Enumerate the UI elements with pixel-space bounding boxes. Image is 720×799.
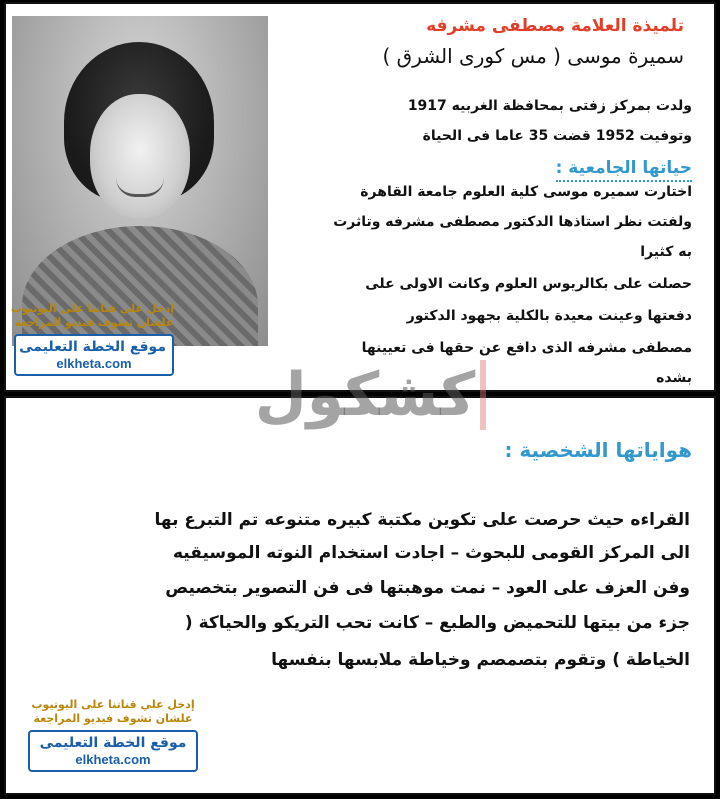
bottom-panel: [4, 396, 716, 795]
promo-site-box[interactable]: [14, 334, 174, 376]
promo-site-name: موقع الخطة التعليمى: [39, 735, 187, 751]
promo-block-top[interactable]: [10, 302, 174, 376]
promo-youtube-line2: علشان تشوف فيديو المراجعة: [33, 712, 193, 725]
university-line: دفعتها وعينت معيدة بالكلية بجهود الدكتور: [406, 308, 692, 324]
promo-youtube-line1: إدخل علي قناتنا على اليوتيوب: [10, 302, 174, 315]
page-title: تلميذة العلامة مصطفى مشرفه: [426, 16, 684, 36]
university-line: به كثيرا: [640, 244, 692, 260]
promo-youtube-line1: إدخل علي قناتنا على اليوتيوب: [31, 698, 195, 711]
promo-youtube-line2: علشان تشوف فيديو المراجعة: [14, 316, 174, 329]
hobby-line: جزء من بيتها للتحميض والطبع – كانت تحب التريكو والحياكة (: [184, 613, 690, 633]
watermark-bar: [480, 360, 486, 430]
hobby-line: الخياطة ) وتقوم بتصمصم وخياطة ملابسها بنفسها: [271, 650, 690, 670]
promo-site-url[interactable]: elkheta.com: [75, 752, 151, 767]
promo-site-name: موقع الخطة التعليمى: [19, 339, 166, 355]
page-subtitle: سميرة موسى ( مس كورى الشرق ): [382, 44, 684, 68]
birth-line: ولدت بمركز زفتى بمحافظة الغربيه 1917: [407, 98, 692, 114]
portrait-face: [90, 94, 190, 218]
watermark-text: كشكول: [254, 360, 476, 430]
hobby-line: القراءه حيث حرصت على تكوين مكتبة كبيره متنوعه تم التبرع بها: [154, 510, 690, 530]
hobby-line: وفن العزف على العود – نمت موهبتها فى فن التصوير بتخصيص: [165, 578, 690, 598]
promo-block-bottom[interactable]: [28, 698, 198, 772]
university-heading: حياتها الجامعية :: [556, 158, 692, 182]
university-line: ولفتت نظر استاذها الدكتور مصطفى مشرفه وتاثرت: [333, 214, 692, 230]
university-line: اختارت سميره موسى كلية العلوم جامعة القاهرة: [360, 184, 692, 200]
university-line: بشده: [656, 370, 692, 386]
death-line: وتوفيت 1952 قضت 35 عاما فى الحياة: [422, 128, 692, 144]
hobbies-heading: هواياتها الشخصية :: [504, 438, 692, 462]
university-line: مصطفى مشرفه الذى دافع عن حقها فى تعيينها: [361, 340, 692, 356]
hobby-line: الى المركز القومى للبحوث – اجادت استخدام النوته الموسيقيه: [172, 543, 690, 563]
university-line: حصلت على بكالريوس العلوم وكانت الاولى على: [365, 276, 692, 292]
portrait-photo: [12, 16, 268, 346]
top-panel: [4, 2, 716, 392]
promo-site-box[interactable]: [28, 730, 198, 772]
promo-site-url[interactable]: elkheta.com: [56, 356, 132, 371]
